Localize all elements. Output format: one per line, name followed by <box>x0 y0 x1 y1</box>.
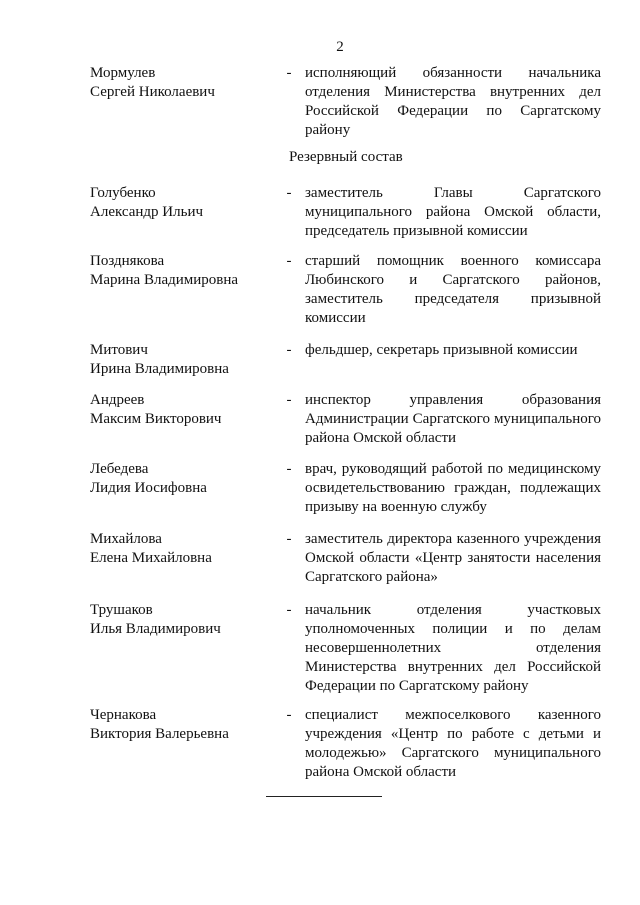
member-role: врач, руководящий работой по медицинскому освидетельствованию граждан, подлежащих призыву на военную службу <box>305 461 601 515</box>
member-name <box>90 460 280 498</box>
dash-separator: - <box>286 602 292 618</box>
member-role: исполняющий обязанности начальника отделения Министерства внутренних дел Российской Федерации по Саргатскому району <box>305 65 601 138</box>
member-surname: Лебедева <box>90 461 149 477</box>
dash-separator: - <box>286 185 292 201</box>
member-surname: Голубенко <box>90 185 156 201</box>
member-given-names: Лидия Иосифовна <box>90 480 207 496</box>
page-number: 2 <box>336 39 344 55</box>
member-surname: Андреев <box>90 392 145 408</box>
member-role: фельдшер, секретарь призывной комиссии <box>305 342 578 358</box>
member-role: старший помощник военного комиссара Любинского и Саргатского районов, заместитель председателя призывной комиссии <box>305 253 601 326</box>
dash-separator: - <box>286 253 292 269</box>
member-surname: Чернакова <box>90 707 157 723</box>
dash-separator: - <box>286 392 292 408</box>
member-name <box>90 184 280 222</box>
member-given-names: Максим Викторович <box>90 411 222 427</box>
member-given-names: Елена Михайловна <box>90 550 212 566</box>
end-of-list-rule <box>266 796 382 797</box>
dash-separator: - <box>286 531 292 547</box>
member-name <box>90 706 280 744</box>
member-surname: Митович <box>90 342 148 358</box>
member-name <box>90 64 280 102</box>
member-role: инспектор управления образования Администрации Саргатского муниципального района Омской области <box>305 392 601 446</box>
member-surname: Мормулев <box>90 65 156 81</box>
member-role: специалист межпоселкового казенного учреждения «Центр по работе с детьми и молодежью» Саргатского муниципального района Омской области <box>305 707 601 780</box>
section-title: Резервный состав <box>289 149 403 165</box>
dash-separator: - <box>286 65 292 81</box>
member-surname: Позднякова <box>90 253 165 269</box>
member-given-names: Марина Владимировна <box>90 272 239 288</box>
member-name <box>90 530 280 568</box>
dash-separator: - <box>286 342 292 358</box>
dash-separator: - <box>286 461 292 477</box>
member-name <box>90 341 280 379</box>
member-role: заместитель директора казенного учреждения Омской области «Центр занятости населения Саргатского района» <box>305 531 601 585</box>
member-name <box>90 391 280 429</box>
member-role: заместитель Главы Саргатского муниципального района Омской области, председатель призывной комиссии <box>305 185 601 239</box>
member-surname: Трушаков <box>90 602 153 618</box>
member-name <box>90 601 280 639</box>
member-given-names: Ирина Владимировна <box>90 361 229 377</box>
member-given-names: Илья Владимирович <box>90 621 221 637</box>
member-given-names: Александр Ильич <box>90 204 204 220</box>
member-given-names: Виктория Валерьевна <box>90 726 229 742</box>
member-role: начальник отделения участковых уполномоченных полиции и по делам несовершеннолетних отделения Министерства внутренних дел Российской Федерации по Саргатскому району <box>305 602 601 694</box>
member-given-names: Сергей Николаевич <box>90 84 215 100</box>
dash-separator: - <box>286 707 292 723</box>
member-surname: Михайлова <box>90 531 162 547</box>
member-name <box>90 252 280 290</box>
